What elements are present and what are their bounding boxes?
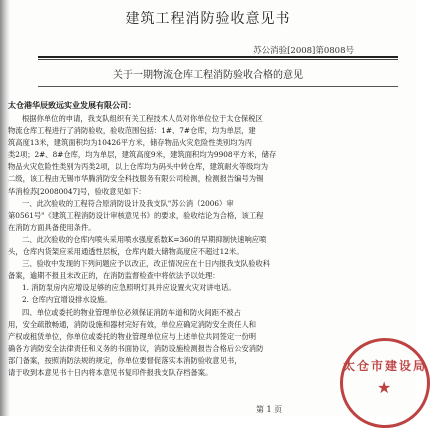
addressee: 太仓港华辰致远实业发展有限公司： [8, 101, 136, 110]
body-line: 二、此次验收的仓库内喷头采用喷水强度系数K=360的早期抑制快速响应喷 [22, 234, 267, 244]
body-line: 华消检苏[20080047]号，验收意见如下： [8, 186, 146, 196]
body-line: 1. 消防泵房内应增设足够的应急照明灯具并应设置火灾对讲电话。 [22, 283, 236, 293]
body-line: 三、验收中发现的下列问题应予以改正，改正情况应在十日内报我支队验收科 [22, 259, 271, 269]
body-text [8, 113, 406, 379]
body-line: 二级，该工程由无锡市华腾消防安全科技服务有限公司检测，检测报告编号为锡 [8, 174, 264, 184]
body-line: 四、单位或委托的物业管理单位必须保证消防车道和防火间距不被占 [22, 307, 241, 317]
body-line: 备案，逾期不报且未改正的，在消防监督检查中将依法予以处理： [8, 271, 220, 281]
seal-star-icon: ★ [377, 378, 392, 397]
body-line: 物品火灾危险性类别为丙类2项，以上仓库均为码头中转仓库，建筑耐火等级均为 [8, 162, 269, 172]
subject-heading: 关于一期物流仓库工程消防验收合格的意见 [113, 70, 303, 81]
body-line: 头，仓库内货架应采用通透性层板，仓库内最大储物高度应不超过12米。 [8, 247, 244, 257]
page-number: 第 1 页 [256, 405, 283, 414]
body-line: 在消防方面具备使用条件。 [8, 222, 96, 232]
official-seal: 太仓市建设局 [340, 338, 430, 428]
body-line: 部门备案，按照消防法规的规定，你单位要督促落实本消防验收意见书， [8, 355, 242, 365]
body-line: 请于收到本意见书十日内将本意见书复印件报我支队存档备案。 [8, 367, 213, 377]
body-line: 筑高度13米，建筑面积均为10426平方米，储存物品火灾危险性类别均为丙 [8, 138, 253, 148]
header-divider [38, 56, 398, 58]
document-number: 苏公消验[2008]第0808号 [253, 46, 354, 56]
subject-divider [38, 86, 398, 87]
body-line: 一、此次验收的工程符合原消防设计及我支队"苏公消（2006）审 [22, 198, 234, 208]
header-divider-thin [38, 59, 398, 60]
body-line: 2. 仓库内宜增设排水设施。 [22, 295, 112, 305]
body-line: 物流仓库工程进行了消防验收，验收范围包括：1#、7#仓库，均为单层，建 [8, 126, 256, 136]
body-line: 第0561号"《建筑工程消防设计审核意见书》的要求，验收结论为合格，该工程 [8, 210, 264, 220]
document-title: 建筑工程消防验收意见书 [125, 11, 291, 27]
body-line: 用，安全疏散畅通，消防设施和器材完好有效，单位应确定消防安全责任人和 [8, 319, 257, 329]
body-line: 产权或租赁单位，你单位或委托的物业管理单位应与上述单位共同签定一份明 [8, 331, 257, 341]
body-line: 类2项；2#、8#仓库，均为单层，建筑高度9米，建筑面积均为9908平方米，储存 [8, 150, 277, 160]
body-line: 根据你单位的申请，我支队组织有关工程技术人员对你单位位于太仓保税区 [22, 114, 263, 123]
body-line: 确各方消防安全法律责任和义务的书面协议，消防设施检测报告合格后公安消防 [8, 343, 264, 353]
